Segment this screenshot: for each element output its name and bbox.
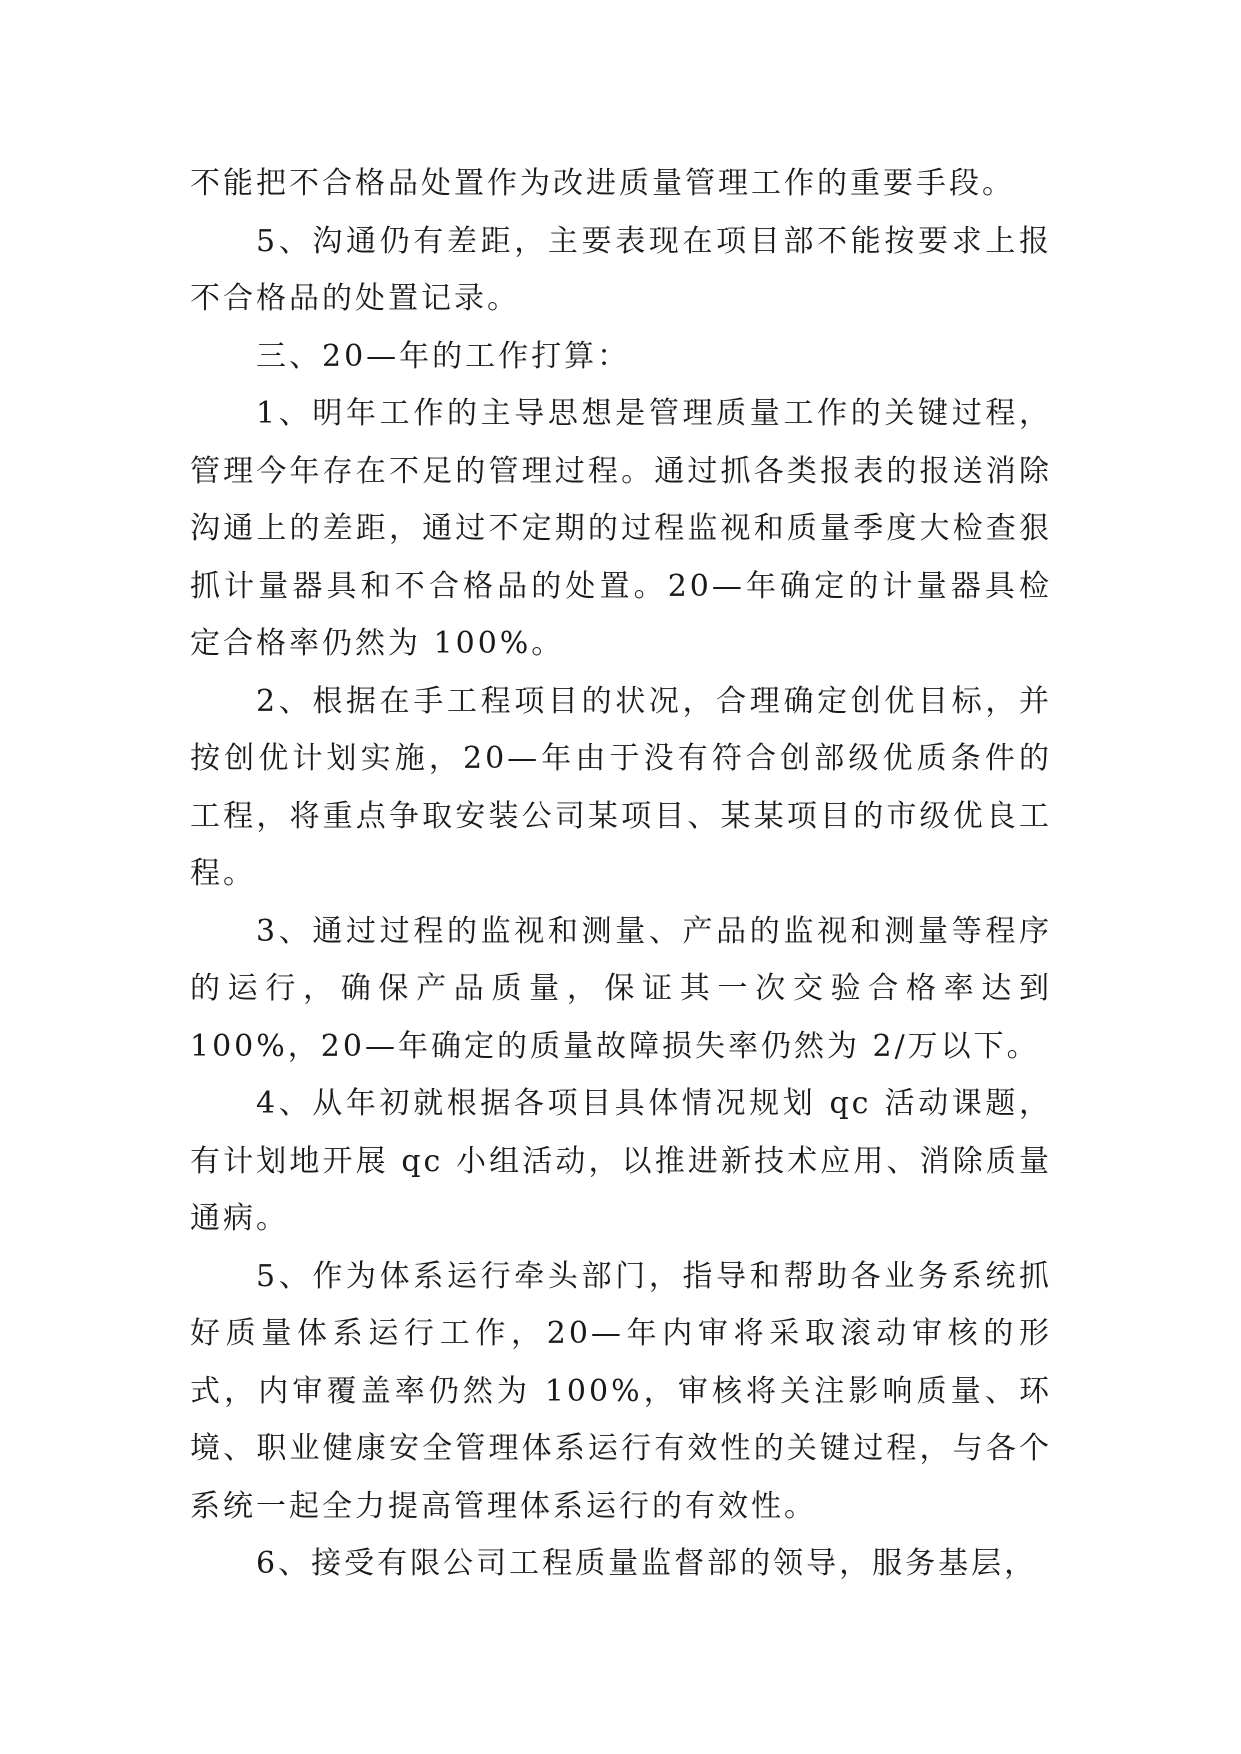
- paragraph-plan-item-5: 5、作为体系运行牵头部门，指导和帮助各业务系统抓好质量体系运行工作，20—年内审将采取滚动审核的形式，内审覆盖率仍然为 100%，审核将关注影响质量、环境、职业健康安全管理体系运行有效性的关键过程，与各个系统一起全力提高管理体系运行的有效性。: [190, 1258, 1052, 1524]
- paragraph-plan-item-1: 1、明年工作的主导思想是管理质量工作的关键过程，管理今年存在不足的管理过程。通过抓各类报表的报送消除沟通上的差距，通过不定期的过程监视和质量季度大检查狠抓计量器具和不合格品的处置。20—年确定的计量器具检定合格率仍然为 100%。: [190, 396, 1052, 661]
- section-heading-work-plan: 三、20—年的工作打算：: [256, 338, 631, 374]
- paragraph-nonconforming-disposal: 不能把不合格品处置作为改进质量管理工作的重要手段。: [190, 166, 1015, 201]
- paragraph-plan-item-2: 2、根据在手工程项目的状况，合理确定创优目标，并按创优计划实施，20—年由于没有符合创部级优质条件的工程，将重点争取安装公司某项目、某某项目的市级优良工程。: [190, 683, 1052, 891]
- paragraph-communication-gap: 5、沟通仍有差距，主要表现在项目部不能按要求上报不合格品的处置记录。: [190, 223, 1052, 316]
- paragraph-plan-item-3: 3、通过过程的监视和测量、产品的监视和测量等程序的运行，确保产品质量，保证其一次交验合格率达到 100%，20—年确定的质量故障损失率仍然为 2/万以下。: [190, 913, 1052, 1064]
- paragraph-plan-item-4: 4、从年初就根据各项目具体情况规划 qc 活动课题，有计划地开展 qc 小组活动，以推进新技术应用、消除质量通病。: [190, 1086, 1052, 1236]
- paragraph-plan-item-6: 6、接受有限公司工程质量监督部的领导，服务基层，: [256, 1546, 1038, 1581]
- document-body: [190, 155, 1052, 1593]
